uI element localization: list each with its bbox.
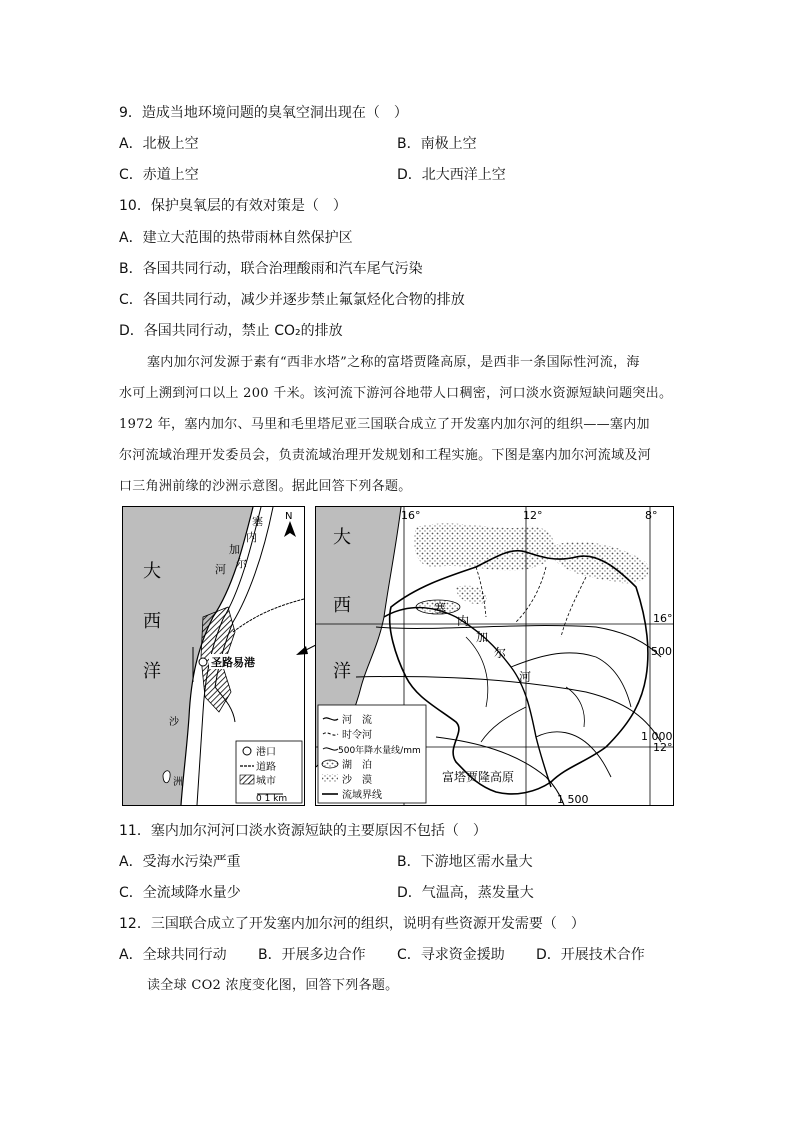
legend-scale: 0 1 km	[256, 794, 288, 804]
river-label-2: 内	[246, 531, 257, 544]
isohyet-label-1000: 1 000	[641, 730, 673, 743]
sandbar-label-1: 沙	[169, 717, 179, 728]
legend-road: 道路	[256, 762, 276, 773]
river-label-4: 尔	[494, 646, 507, 660]
river-label-5: 河	[215, 563, 226, 576]
ocean-label-2: 西	[333, 595, 351, 616]
passage-line-4: 尔河流域治理开发委员会，负责流域治理开发规划和工程实施。下图是塞内加尔河流域及河	[119, 448, 652, 463]
basin-map-figure	[316, 507, 673, 805]
sandbar-label-2: 洲	[173, 777, 183, 788]
river-label-5: 河	[519, 670, 532, 684]
ocean-label-1: 大	[333, 527, 351, 548]
q9-stem: 9．造成当地环境问题的臭氧空洞出现在（ ）	[119, 105, 408, 121]
port-icon	[199, 658, 207, 666]
legend-port-icon	[243, 747, 251, 755]
ocean-label-3: 洋	[143, 661, 161, 682]
lat-12: 12°	[653, 741, 673, 754]
isohyet-label-1500: 1 500	[557, 793, 589, 805]
next-intro: 读全球 CO2 浓度变化图，回答下列各题。	[147, 978, 399, 993]
lon-16: 16°	[401, 509, 421, 522]
plateau-label: 富塔贾隆高原	[442, 770, 515, 784]
river-label-1: 塞	[252, 515, 263, 528]
q10-option-c: C．各国共同行动，减少并逐步禁止氟氯烃化合物的排放	[119, 292, 465, 308]
q12-option-a: A．全球共同行动	[119, 947, 227, 963]
q9-option-b: B．南极上空	[397, 136, 477, 152]
legend-isohyet: 500年降水量线/mm	[338, 746, 421, 756]
legend-seasonal-river: 时令河	[342, 730, 372, 741]
ocean-label-2: 西	[143, 611, 161, 632]
river-label-3: 加	[476, 630, 489, 644]
legend-basin-boundary: 流域界线	[342, 790, 382, 801]
passage-line-2: 水可上溯到河口以上 200 千米。该河流下游河谷地带人口稠密，河口淡水资源短缺问题突出。	[119, 386, 673, 401]
passage-line-3: 1972 年，塞内加尔、马里和毛里塔尼亚三国联合成立了开发塞内加尔河的组织——塞内加	[119, 417, 650, 432]
legend-city: 城市	[256, 776, 276, 787]
river-label-1: 塞	[434, 601, 447, 615]
legend-river: 河 流	[342, 715, 372, 726]
river-label-3: 加	[229, 543, 240, 556]
q10-option-d: D．各国共同行动，禁止 CO₂的排放	[119, 323, 343, 339]
north-arrow-icon	[284, 511, 296, 537]
lon-12: 12°	[523, 509, 543, 522]
svg-text:N: N	[285, 511, 293, 522]
isohyet-500	[376, 626, 661, 657]
river-label-4: 尔	[236, 557, 247, 570]
passage-line-1: 塞内加尔河发源于素有“西非水塔”之称的富塔贾隆高原，是西非一条国际性河流，海	[147, 355, 640, 370]
delta-map-figure	[123, 507, 304, 805]
q12-option-b: B．开展多边合作	[258, 947, 366, 963]
isohyet-label-500: 500	[651, 645, 672, 658]
q9-option-d: D．北大西洋上空	[397, 167, 506, 183]
ocean-label-1: 大	[143, 561, 161, 582]
q12-option-c: C．寻求资金援助	[397, 947, 505, 963]
q11-option-b: B．下游地区需水量大	[397, 854, 533, 870]
q11-option-d: D．气温高，蒸发量大	[397, 885, 534, 901]
basin-map	[315, 506, 674, 806]
q10-option-a: A．建立大范围的热带雨林自然保护区	[119, 230, 353, 246]
q10-stem: 10．保护臭氧层的有效对策是（ ）	[119, 198, 347, 214]
lon-8: 8°	[645, 509, 658, 522]
q11-option-a: A．受海水污染严重	[119, 854, 241, 870]
lat-16: 16°	[653, 612, 673, 625]
q12-option-d: D．开展技术合作	[536, 947, 645, 963]
ocean-label-3: 洋	[333, 661, 351, 682]
river-label-2: 内	[457, 614, 470, 628]
q9-option-c: C．赤道上空	[119, 167, 199, 183]
q9-option-a: A．北极上空	[119, 136, 199, 152]
port-name: 圣路易港	[211, 656, 255, 669]
q12-stem: 12．三国联合成立了开发塞内加尔河的组织，说明有些资源开发需要（ ）	[119, 916, 585, 932]
legend-desert: 沙 漠	[342, 775, 372, 786]
q10-option-b: B．各国共同行动，联合治理酸雨和汽车尾气污染	[119, 261, 423, 277]
q11-option-c: C．全流域降水量少	[119, 885, 241, 901]
delta-map	[122, 506, 305, 806]
passage-line-5: 口三角洲前缘的沙洲示意图。据此回答下列各题。	[119, 479, 412, 494]
legend-port: 港口	[256, 747, 276, 758]
q11-stem: 11．塞内加尔河河口淡水资源短缺的主要原因不包括（ ）	[119, 823, 487, 839]
legend-lake: 湖 泊	[342, 760, 372, 771]
